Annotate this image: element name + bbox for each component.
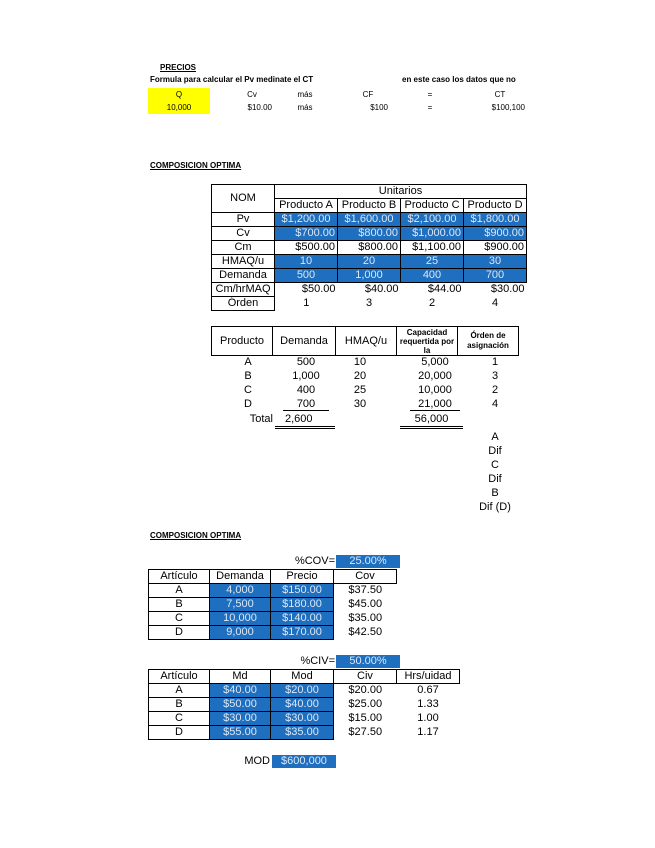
civ-table [148, 669, 460, 740]
table-cell: $1,100.00 [401, 241, 464, 255]
table-row [149, 626, 397, 640]
table-cell: $40.00 [271, 698, 334, 712]
table-cell: 9,000 [210, 626, 271, 640]
col-header: Capacidad requertida por la [397, 327, 458, 356]
precios-value-mas: más [297, 103, 313, 112]
table-cell: 4 [491, 398, 499, 410]
precios-value-ct: $100,100 [491, 103, 525, 112]
row-label: Pv [212, 213, 275, 227]
comp1-title: COMPOSICION OPTIMA [150, 161, 242, 170]
table-cell: $50.00 [210, 698, 271, 712]
table-cell: $700.00 [275, 227, 338, 241]
table-cell: $1,800.00 [464, 213, 527, 227]
table-cell: 1.33 [417, 698, 439, 710]
table-row [149, 584, 397, 598]
table-cell: $40.00 [364, 283, 399, 296]
table-cell: 1,000 [292, 370, 320, 382]
list-item: B [491, 487, 499, 499]
table-cell: 10 [353, 356, 367, 368]
table-cell: 30 [464, 255, 527, 269]
precios-value-eq: = [427, 103, 433, 112]
table-cell: 21,000 [410, 398, 460, 411]
cov-value: 25.00% [336, 555, 400, 568]
precios-value-cv: $10.00 [247, 103, 272, 112]
col-header: Demanda [210, 570, 271, 584]
table-cell: 0.67 [417, 684, 439, 697]
table-cell: $35.00 [348, 612, 383, 624]
col-header: Mod [271, 670, 334, 684]
table-cell: $30.00 [271, 712, 334, 726]
table-cell: 30 [353, 398, 367, 410]
table-cell: 2 [428, 297, 436, 309]
row-label: Cm [212, 241, 275, 255]
table-row [149, 698, 460, 712]
table-cell: $42.50 [348, 626, 383, 638]
table-cell: $55.00 [210, 726, 271, 740]
table-cell: B [149, 598, 210, 612]
table-cell: A [244, 356, 252, 368]
table-cell: $25.00 [348, 698, 383, 710]
product-header: Producto A [275, 199, 338, 213]
table-cell: $30.00 [490, 283, 525, 296]
table-cell: $30.00 [210, 712, 271, 726]
table-row [212, 269, 527, 283]
list-item: Dif [488, 445, 502, 457]
civ-label: %CIV= [300, 655, 335, 667]
precios-value-cf: $100 [370, 103, 388, 112]
table-cell: D [149, 726, 210, 740]
precios-value-q: 10,000 [148, 101, 210, 114]
table-cell: 3 [365, 297, 373, 309]
list-item: A [491, 431, 499, 443]
mod-label: MOD [244, 755, 270, 767]
precios-header-q: Q [148, 88, 210, 101]
table-cell: $20.00 [348, 684, 383, 697]
table-cell: 1.00 [417, 712, 439, 724]
total-label: Total [249, 413, 273, 425]
col-header: Civ [334, 670, 397, 684]
table-cell: 10 [275, 255, 338, 269]
table-row [212, 283, 527, 297]
cov-table [148, 569, 397, 640]
table-cell: $20.00 [271, 684, 334, 698]
table-row [212, 255, 527, 269]
table-cell: 1 [491, 356, 499, 368]
product-header: Producto B [338, 199, 401, 213]
table-cell: $27.50 [348, 726, 383, 738]
unitarios-label: Unitarios [275, 185, 527, 199]
table-cell: $35.00 [271, 726, 334, 740]
table-cell: A [149, 584, 210, 598]
table-cell: 2 [491, 384, 499, 396]
comp2-title: COMPOSICION OPTIMA [150, 531, 242, 540]
table-cell: D [149, 626, 210, 640]
row-label: Cv [212, 227, 275, 241]
table-cell: $2,100.00 [401, 213, 464, 227]
table-cell: 20 [353, 370, 367, 382]
table-cell: 1.17 [417, 726, 439, 738]
table-cell: $900.00 [464, 227, 527, 241]
table-cell: $500.00 [275, 241, 338, 255]
product-header: Producto D [464, 199, 527, 213]
table-cell: 1,000 [338, 269, 401, 283]
table-cell: C [244, 384, 252, 396]
table-cell: $1,200.00 [275, 213, 338, 227]
table-cell: $1,000.00 [401, 227, 464, 241]
nom-label: NOM [212, 185, 275, 213]
table-cell: 4,000 [210, 584, 271, 598]
table-row [212, 297, 527, 311]
table-cell: C [149, 712, 210, 726]
table-cell: 7,500 [210, 598, 271, 612]
unitarios-table [211, 184, 527, 311]
table-cell: B [149, 698, 210, 712]
table-cell: 500 [296, 356, 316, 368]
table-cell: 700 [283, 398, 329, 411]
row-label: Cm/hrMAQ [212, 283, 275, 297]
table-cell: 5,000 [421, 356, 449, 368]
table-cell: $800.00 [338, 241, 401, 255]
precios-formula: Formula para calcular el Pv medinate el CT [150, 75, 314, 84]
row-label: Demanda [212, 269, 275, 283]
table-row [149, 684, 460, 698]
table-cell: $37.50 [348, 584, 383, 597]
col-header: Demanda [273, 327, 336, 356]
table-cell: $45.00 [348, 598, 383, 610]
asignacion-header [211, 326, 519, 356]
table-cell: D [244, 398, 252, 410]
table-row [149, 612, 397, 626]
precios-header-cf: CF [362, 90, 374, 99]
precios-header-cv: Cv [247, 90, 257, 99]
table-cell: B [244, 370, 252, 382]
precios-title: PRECIOS [160, 63, 197, 72]
col-header: HMAQ/u [336, 327, 397, 356]
civ-value: 50.00% [336, 655, 400, 668]
row-label: Órden [212, 297, 275, 311]
mod-value: $600,000 [272, 755, 336, 768]
table-cell: $50.00 [301, 283, 336, 296]
table-cell: $40.00 [210, 684, 271, 698]
table-cell: 3 [491, 370, 499, 382]
table-cell: $800.00 [338, 227, 401, 241]
table-cell: $15.00 [348, 712, 383, 724]
table-cell: $140.00 [271, 612, 334, 626]
table-cell: $44.00 [427, 283, 462, 296]
table-cell: $1,600.00 [338, 213, 401, 227]
table-cell: 4 [491, 297, 499, 309]
table-cell: $900.00 [464, 241, 527, 255]
table-row [212, 227, 527, 241]
table-row [149, 726, 460, 740]
table-cell: $150.00 [271, 584, 334, 598]
table-row [149, 712, 460, 726]
list-item: Dif [488, 473, 502, 485]
table-row [212, 241, 527, 255]
total-capacity: 56,000 [400, 413, 463, 429]
col-header: Precio [271, 570, 334, 584]
table-cell: 400 [401, 269, 464, 283]
table-cell: 400 [296, 384, 316, 396]
col-header: Artículo [149, 570, 210, 584]
total-demand: 2,600 [275, 413, 335, 429]
table-cell: 500 [275, 269, 338, 283]
table-cell: 20 [338, 255, 401, 269]
col-header: Cov [334, 570, 397, 584]
table-row [149, 598, 397, 612]
precios-header-mas: más [297, 90, 313, 99]
table-cell: $170.00 [271, 626, 334, 640]
table-cell: $180.00 [271, 598, 334, 612]
precios-header-eq: = [427, 90, 433, 99]
table-cell: 700 [464, 269, 527, 283]
col-header: Artículo [149, 670, 210, 684]
col-header: Órden de asignación [458, 327, 519, 356]
table-cell: 25 [401, 255, 464, 269]
col-header: Producto [212, 327, 273, 356]
list-item: Dif (D) [479, 501, 511, 513]
list-item: C [491, 459, 499, 471]
product-header: Producto C [401, 199, 464, 213]
table-cell: 25 [353, 384, 367, 396]
table-cell: 10,000 [418, 384, 452, 396]
table-cell: A [149, 684, 210, 698]
precios-note: en este caso los datos que no [402, 75, 516, 84]
col-header: Md [210, 670, 271, 684]
table-cell: C [149, 612, 210, 626]
table-cell: 1 [303, 297, 310, 309]
table-cell: 20,000 [418, 370, 452, 382]
row-label: HMAQ/u [212, 255, 275, 269]
table-cell: 10,000 [210, 612, 271, 626]
table-row [212, 213, 527, 227]
precios-header-ct: CT [494, 90, 506, 99]
cov-label: %COV= [294, 555, 335, 567]
col-header: Hrs/uidad [397, 670, 460, 684]
